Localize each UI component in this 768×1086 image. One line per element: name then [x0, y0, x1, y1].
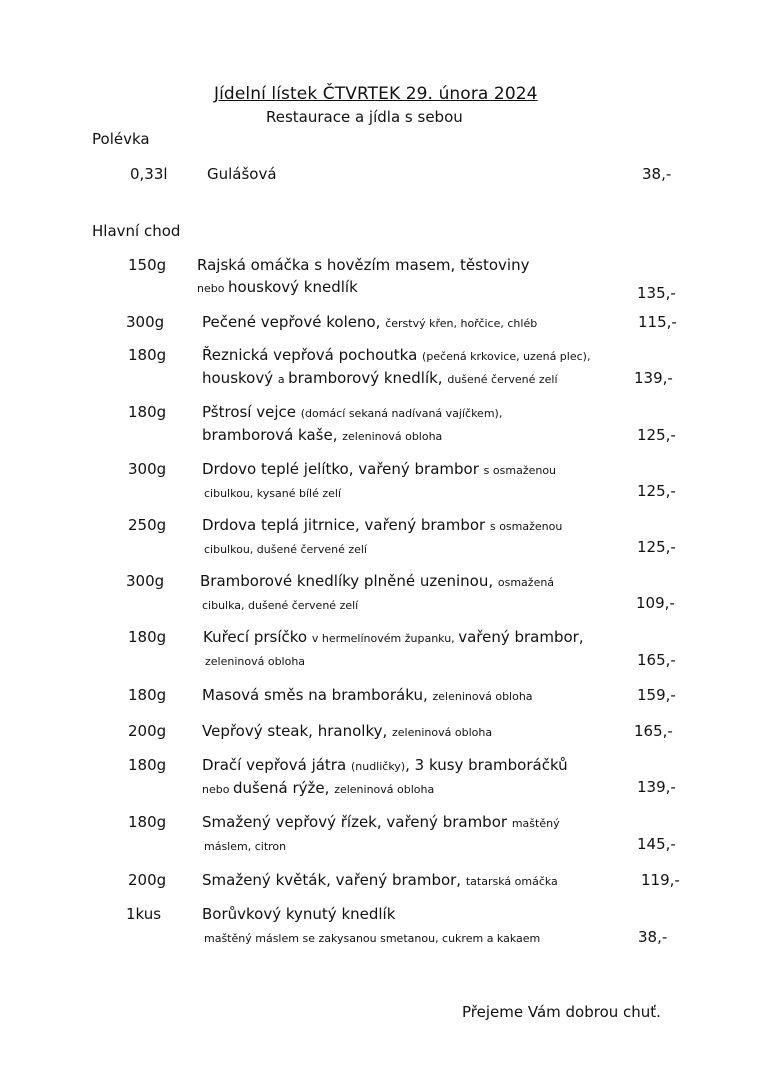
- dish-price: 109,-: [636, 594, 675, 612]
- dish-detail-text: dušené červené zelí: [447, 373, 558, 386]
- dish-amount: 200g: [128, 871, 167, 889]
- dish-detail-text: zeleninová obloha: [342, 430, 443, 443]
- dish-detail-text: s osmaženou: [489, 520, 563, 533]
- dish-description-line-1: [202, 516, 562, 534]
- dish-text: Pštrosí vejce: [202, 403, 301, 421]
- dish-amount: 180g: [128, 346, 167, 364]
- dish-amount: 180g: [128, 686, 167, 704]
- dish-text: dušená rýže,: [232, 779, 335, 797]
- dish-text: houskový knedlík: [227, 278, 358, 296]
- dish-description-line-1: [202, 756, 568, 774]
- section-heading-main: Hlavní chod: [92, 222, 181, 240]
- dish-amount: 180g: [128, 628, 167, 646]
- dish-description-line-1: [202, 403, 502, 421]
- dish-price: 119,-: [641, 871, 680, 889]
- dish-description-line-1: [197, 256, 529, 274]
- dish-detail-text: cibulka, dušené červené zelí: [202, 599, 359, 612]
- dish-price: 125,-: [637, 482, 676, 500]
- dish-description-line-1: [202, 722, 492, 740]
- dish-detail-text: (pečená krkovice, uzená plec),: [422, 350, 591, 363]
- dish-price: 125,-: [637, 426, 676, 444]
- dish-price: 145,-: [637, 835, 676, 853]
- dish-text: Rajská omáčka s hovězím masem, těstoviny: [197, 256, 530, 274]
- dish-amount: 180g: [128, 756, 167, 774]
- dish-detail-text: zeleninová obloha: [392, 726, 493, 739]
- dish-detail-text: nebo: [197, 282, 228, 295]
- dish-detail-text: (nudličky): [350, 760, 406, 773]
- dish-text: Drdovo teplé jelítko, vařený brambor: [202, 460, 484, 478]
- dish-description-line-2: [204, 836, 286, 854]
- soup-price: 38,-: [642, 165, 672, 183]
- dish-detail-text: cibulkou, dušené červené zelí: [204, 543, 367, 556]
- dish-price: 139,-: [637, 778, 676, 796]
- dish-amount: 200g: [128, 722, 167, 740]
- dish-description-line-2: [202, 595, 358, 613]
- dish-description-line-2: [202, 779, 434, 797]
- dish-price: 139,-: [634, 369, 673, 387]
- dish-detail-text: nebo: [202, 783, 233, 796]
- dish-description-line-2: [204, 539, 367, 557]
- dish-detail-text: cibulkou, kysané bílé zelí: [204, 487, 341, 500]
- dish-text: vařený brambor,: [458, 628, 584, 646]
- dish-detail-text: zeleninová obloha: [205, 655, 306, 668]
- dish-text: Dračí vepřová játra: [202, 756, 351, 774]
- dish-text: Kuřecí prsíčko: [203, 628, 312, 646]
- dish-description-line-1: [200, 572, 554, 590]
- dish-description-line-2: [197, 278, 358, 296]
- dish-price: 38,-: [638, 928, 668, 946]
- dish-amount: 150g: [128, 256, 167, 274]
- dish-detail-text: (domácí sekaná nadívaná vajíčkem),: [300, 407, 503, 420]
- dish-description-line-2: [204, 928, 540, 946]
- dish-detail-text: maštěný máslem se zakysanou smetanou, cukrem a kakaem: [204, 932, 541, 945]
- dish-description-line-2: [204, 483, 341, 501]
- dish-text: , 3 kusy bramboráčků: [405, 756, 568, 774]
- dish-text: Smažený vepřový řízek, vařený brambor: [202, 813, 512, 831]
- dish-detail-text: tatarská omáčka: [465, 875, 558, 888]
- dish-description-line-1: [202, 813, 560, 831]
- dish-description-line-1: [202, 905, 395, 923]
- dish-description-line-2: [205, 651, 305, 669]
- dish-amount: 300g: [128, 460, 167, 478]
- dish-text: bramborový knedlík,: [288, 369, 448, 387]
- dish-amount: 300g: [126, 313, 165, 331]
- dish-detail-text: máslem, citron: [204, 840, 287, 853]
- dish-text: bramborová kaše,: [202, 426, 343, 444]
- dish-description-line-1: [202, 871, 558, 889]
- soup-amount: 0,33l: [130, 165, 168, 183]
- dish-text: Drdova teplá jitrnice, vařený brambor: [202, 516, 490, 534]
- dish-description-line-1: [202, 460, 556, 478]
- dish-text: Smažený květák, vařený brambor,: [202, 871, 466, 889]
- dish-detail-text: a: [277, 373, 289, 386]
- dish-amount: 250g: [128, 516, 167, 534]
- dish-description-line-2: [202, 369, 558, 387]
- dish-text: Řeznická vepřová pochoutka: [202, 346, 423, 364]
- dish-detail-text: s osmaženou: [483, 464, 557, 477]
- dish-price: 165,-: [637, 651, 676, 669]
- dish-text: Borůvkový kynutý knedlík: [202, 905, 396, 923]
- page-title: Jídelní lístek ČTVRTEK 29. února 2024: [214, 84, 538, 104]
- footer-greeting: Přejeme Vám dobrou chuť.: [462, 1003, 661, 1021]
- dish-detail-text: zeleninová obloha: [334, 783, 435, 796]
- dish-detail-text: zeleninová obloha: [432, 690, 533, 703]
- dish-text: Bramborové knedlíky plněné uzeninou,: [200, 572, 498, 590]
- dish-detail-text: čerstvý křen, hořčice, chléb: [385, 317, 538, 330]
- page-subtitle: Restaurace a jídla s sebou: [266, 108, 463, 126]
- dish-description-line-1: [202, 346, 590, 364]
- dish-price: 115,-: [638, 313, 677, 331]
- dish-description-line-1: [202, 686, 533, 704]
- dish-price: 135,-: [637, 284, 676, 302]
- dish-description-line-1: [202, 313, 537, 331]
- dish-detail-text: v hermelínovém županku,: [311, 632, 459, 645]
- dish-price: 125,-: [637, 538, 676, 556]
- dish-description-line-1: [203, 628, 584, 646]
- dish-detail-text: maštěný: [511, 817, 560, 830]
- dish-price: 159,-: [637, 686, 676, 704]
- dish-description-line-2: [202, 426, 442, 444]
- section-heading-soup: Polévka: [92, 130, 150, 148]
- dish-amount: 180g: [128, 813, 167, 831]
- dish-price: 165,-: [634, 722, 673, 740]
- dish-text: houskový: [202, 369, 278, 387]
- soup-name: Gulášová: [207, 165, 277, 183]
- dish-amount: 1kus: [126, 905, 162, 923]
- dish-text: Vepřový steak, hranolky,: [202, 722, 393, 740]
- dish-amount: 180g: [128, 403, 167, 421]
- dish-amount: 300g: [126, 572, 165, 590]
- dish-text: Pečené vepřové koleno,: [202, 313, 386, 331]
- dish-text: Masová směs na bramboráku,: [202, 686, 433, 704]
- dish-detail-text: osmažená: [497, 576, 555, 589]
